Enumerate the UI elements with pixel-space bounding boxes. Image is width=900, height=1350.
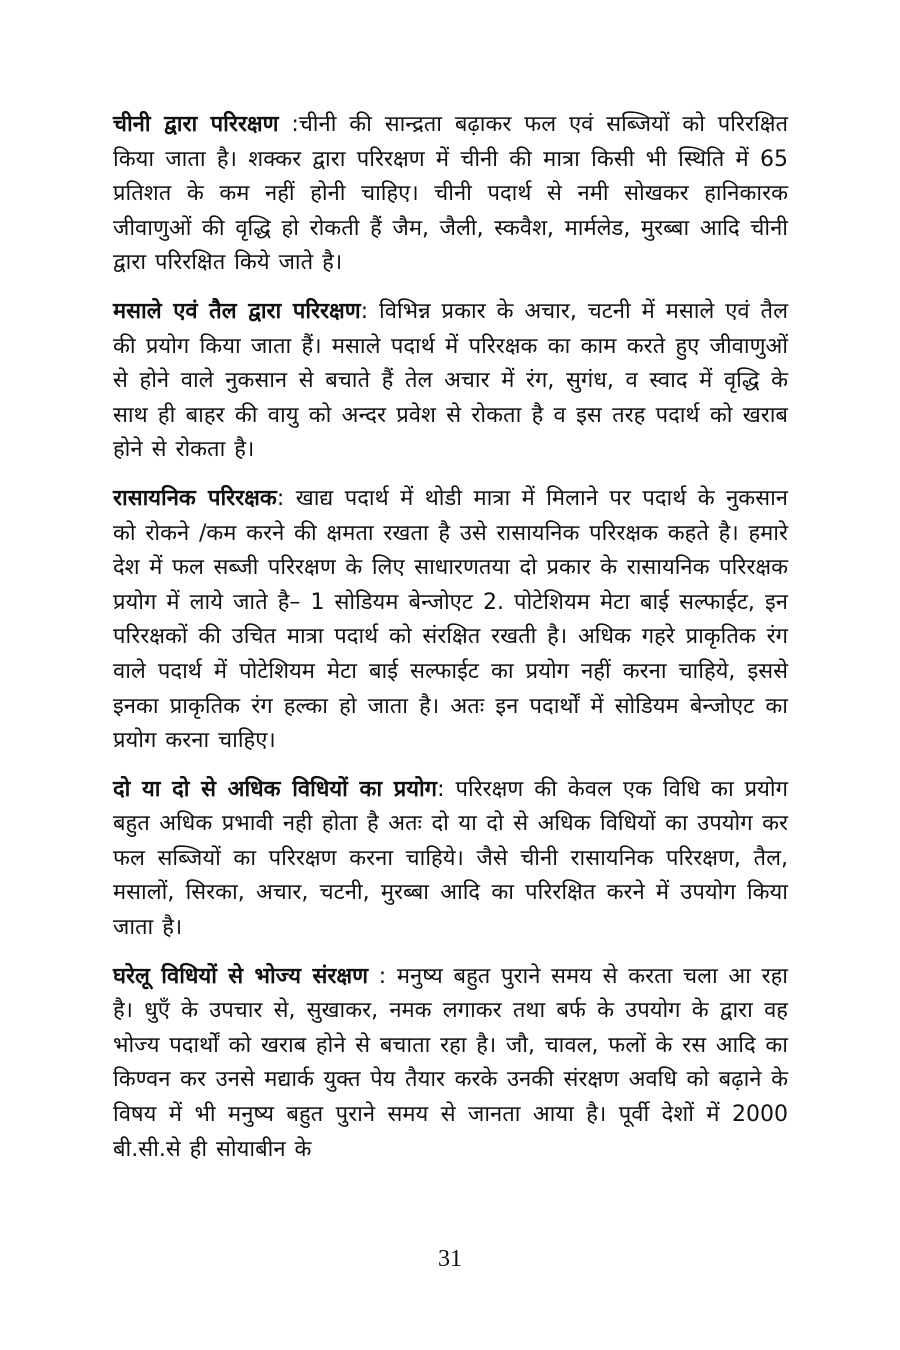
paragraph-body: : विभिन्न प्रकार के अचार, चटनी में मसाले एवं तैल की प्रयोग किया जाता हैं। मसाले पदार्थ में परिरक्षक का काम करते हुए जीवाणुओं से होने वाले नुकसान से बचाते हैं तेल अचार में रंग, सुगंध, व स्वाद में वृद्धि के साथ ही बाहर की वायु को अन्दर प्रवेश से रोकता है व इस तरह पदार्थ को खराब होने से रोकता है। xyxy=(113,298,788,463)
page-number: 31 xyxy=(438,1246,462,1272)
paragraph-body: : खाद्य पदार्थ में थोडी मात्रा में मिलाने पर पदार्थ के नुकसान को रोकने /कम करने की क्षमता रखता है उसे रासायनिक परिरक्षक कहते है। हमारे देश में फल सब्जी परिरक्षण के लिए साधारणतया दो प्रकार के रासायनिक परिरक्षक प्रयोग में लाये जाते है– 1 सोडियम बेन्जोएट 2. पोटेशियम मेटा बाई सल्फाईट, इन परिरक्षकों की उचित मात्रा पदार्थ को संरक्षित रखती है। अधिक गहरे प्राकृतिक रंग वाले पदार्थ में पोटेशियम मेटा बाई सल्फाईट का प्रयोग नहीं करना चाहिये, इससे इनका प्राकृतिक रंग हल्का हो जाता है। अतः इन पदार्थों में सोडियम बेन्जोएट का प्रयोग करना चाहिए। xyxy=(113,485,788,754)
paragraph-heading: मसाले एवं तैल द्वारा परिरक्षण xyxy=(113,298,361,324)
paragraph-body: : मनुष्य बहुत पुराने समय से करता चला आ रहा है। धुएँ के उपचार से, सुखाकर, नमक लगाकर तथा बर्फ के उपयोग के द्वारा वह भोज्य पदार्थों को खराब होने से बचाता रहा है। जौ, चावल, फलों के रस आदि का किण्वन कर उनसे मद्यार्क युक्त पेय तैयार करके उनकी संरक्षण अवधि को बढ़ाने के विषय में भी मनुष्य बहुत पुराने समय से जानता आया है। पूर्वी देशों में 2000 बी.सी.से ही सोयाबीन के xyxy=(113,963,788,1162)
paragraph-heading: दो या दो से अधिक विधियों का प्रयोग xyxy=(113,776,438,802)
paragraph-chemical-preservative xyxy=(113,482,788,759)
paragraph-heading: घरेलू विधियों से भोज्य संरक्षण xyxy=(113,963,369,989)
paragraph-household-methods xyxy=(113,960,788,1168)
paragraph-sugar-preservation xyxy=(113,108,788,281)
document-page xyxy=(113,108,788,1181)
paragraph-spice-oil-preservation xyxy=(113,295,788,468)
paragraph-combined-methods xyxy=(113,773,788,946)
paragraph-body: : परिरक्षण की केवल एक विधि का प्रयोग बहुत अधिक प्रभावी नही होता है अतः दो या दो से अधिक विधियों का उपयोग कर फल सब्जियों का परिरक्षण करना चाहिये। जैसे चीनी रासायनिक परिरक्षण, तैल, मसालों, सिरका, अचार, चटनी, मुरब्बा आदि का परिरक्षित करने में उपयोग किया जाता है। xyxy=(113,776,788,941)
paragraph-heading: चीनी द्वारा परिरक्षण xyxy=(113,112,279,137)
paragraph-heading: रासायनिक परिरक्षक xyxy=(113,485,277,511)
paragraph-body: :चीनी की सान्द्रता बढ़ाकर फल एवं सब्जियों को परिरक्षित किया जाता है। शक्कर द्वारा परिरक्षण में चीनी की मात्रा किसी भी स्थिति में 65 प्रतिशत के कम नहीं होनी चाहिए। चीनी पदार्थ से नमी सोखकर हानिकारक जीवाणुओं की वृद्धि हो रोकती हैं जैम, जैली, स्कवैश, मार्मलेड, मुरब्बा आदि चीनी द्वारा परिरक्षित किये जाते है। xyxy=(113,112,789,276)
